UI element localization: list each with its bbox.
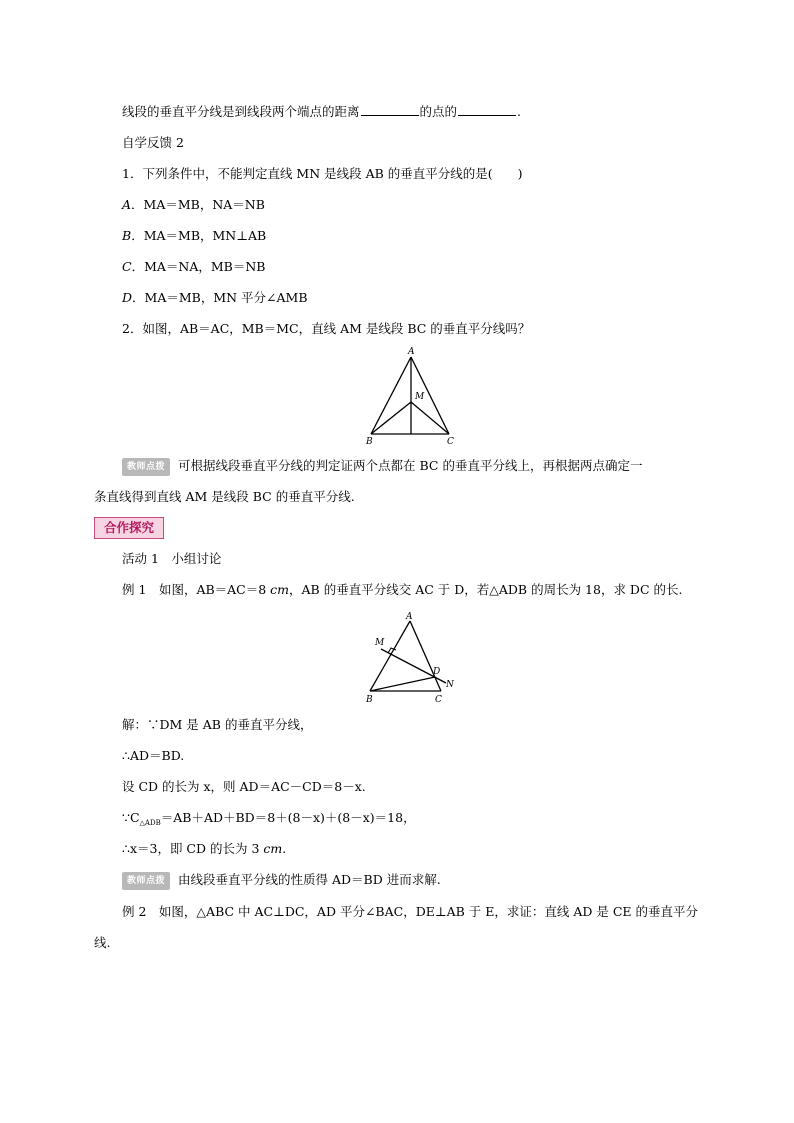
segment-mb [371,402,411,434]
tip-text: 由线段垂直平分线的性质得 AD＝BD 进而求解. [178,872,441,887]
activity-title: 活动 1 小组讨论 [122,551,222,566]
teacher-tip-1 [122,458,642,476]
tip-text: 可根据线段垂直平分线的判定证两个点都在 BC 的垂直平分线上，再根据两点确定一 [178,458,643,473]
option-letter: C [122,259,132,274]
segment-ac [410,621,441,691]
example-text: 如图，AB＝AC＝8 [146,582,271,597]
segment-bd [370,677,435,691]
example-2-cont: 线. [94,935,111,950]
label-c: C [435,695,442,705]
question-2-stem: 2．如图，AB＝AC，MB＝MC，直线 AM 是线段 BC 的垂直平分线吗？ [122,321,531,336]
label-a: A [408,347,415,357]
example-label: 例 1 [122,582,147,597]
label-n: N [446,680,454,690]
intro-end: . [517,104,522,119]
label-d: D [433,667,441,677]
label-m: M [415,392,425,402]
answer-blank-1[interactable] [361,104,419,116]
segment-mc [411,402,449,434]
intro-line [122,104,521,120]
option-text: ．MA＝NA，MB＝NB [131,259,266,274]
solution-text: ∴x＝3，即 CD 的长为 3 [122,841,264,856]
section-badge: 合作探究 [94,517,164,539]
option-letter: D [122,290,133,305]
option-text: ．MA＝MB，NA＝NB [131,197,265,212]
triangle-figure-1 [362,345,462,447]
teacher-tip-badge: 教师点拨 [122,872,170,890]
answer-blank-2[interactable] [458,104,516,116]
intro-text-mid: 的点的 [419,104,458,119]
unit-cm: cm [270,582,290,597]
option-text: ．MA＝MB，MN 平分∠AMB [132,290,308,305]
subscript: △ADB [139,819,161,827]
question-1-stem: 1．下列条件中，不能判定直线 MN 是线段 AB 的垂直平分线的是( ) [122,166,523,181]
teacher-tip-badge: 教师点拨 [122,458,170,476]
option-a[interactable] [122,197,265,213]
solution-text-end: . [282,841,287,856]
teacher-tip-1-cont: 条直线得到直线 AM 是线段 BC 的垂直平分线. [94,489,355,504]
solution-line-5 [122,841,286,857]
solution-line-1: 解：∵DM 是 AB 的垂直平分线， [122,717,313,732]
option-b[interactable] [122,228,266,244]
label-b: B [366,695,373,705]
triangle-figure-2 [362,612,462,708]
option-d[interactable] [122,290,308,306]
option-text: ．MA＝MB，MN⊥AB [131,228,267,243]
solution-line-2: ∴AD＝BD. [122,748,185,763]
intro-text: 线段的垂直平分线是到线段两个端点的距离 [122,104,360,119]
label-c: C [447,437,454,447]
label-m: M [375,638,385,648]
option-letter: A [122,197,132,212]
label-b: B [366,437,373,447]
segment-ab [371,357,411,434]
option-letter: B [122,228,132,243]
segment-ab [370,621,410,691]
solution-line-3: 设 CD 的长为 x，则 AD＝AC－CD＝8－x. [122,779,366,794]
example-1 [122,582,682,598]
solution-text: ∵C [122,810,140,825]
teacher-tip-2 [122,872,441,890]
example-2: 例 2 如图，△ABC 中 AC⊥DC，AD 平分∠BAC，DE⊥AB 于 E，求证：直线 AD 是 CE 的垂直平分 [122,904,699,919]
example-text-end: ，AB 的垂直平分线交 AC 于 D，若△ADB 的周长为 18，求 DC 的长. [289,582,683,597]
feedback-title: 自学反馈 2 [122,135,184,150]
option-c[interactable] [122,259,265,275]
solution-line-4 [122,810,416,831]
label-a: A [406,612,413,622]
unit-cm: cm [263,841,283,856]
solution-text-end: ＝AB＋AD＋BD＝8＋(8－x)＋(8－x)＝18， [160,810,416,825]
perpendicular-bisector-mn [381,649,446,683]
